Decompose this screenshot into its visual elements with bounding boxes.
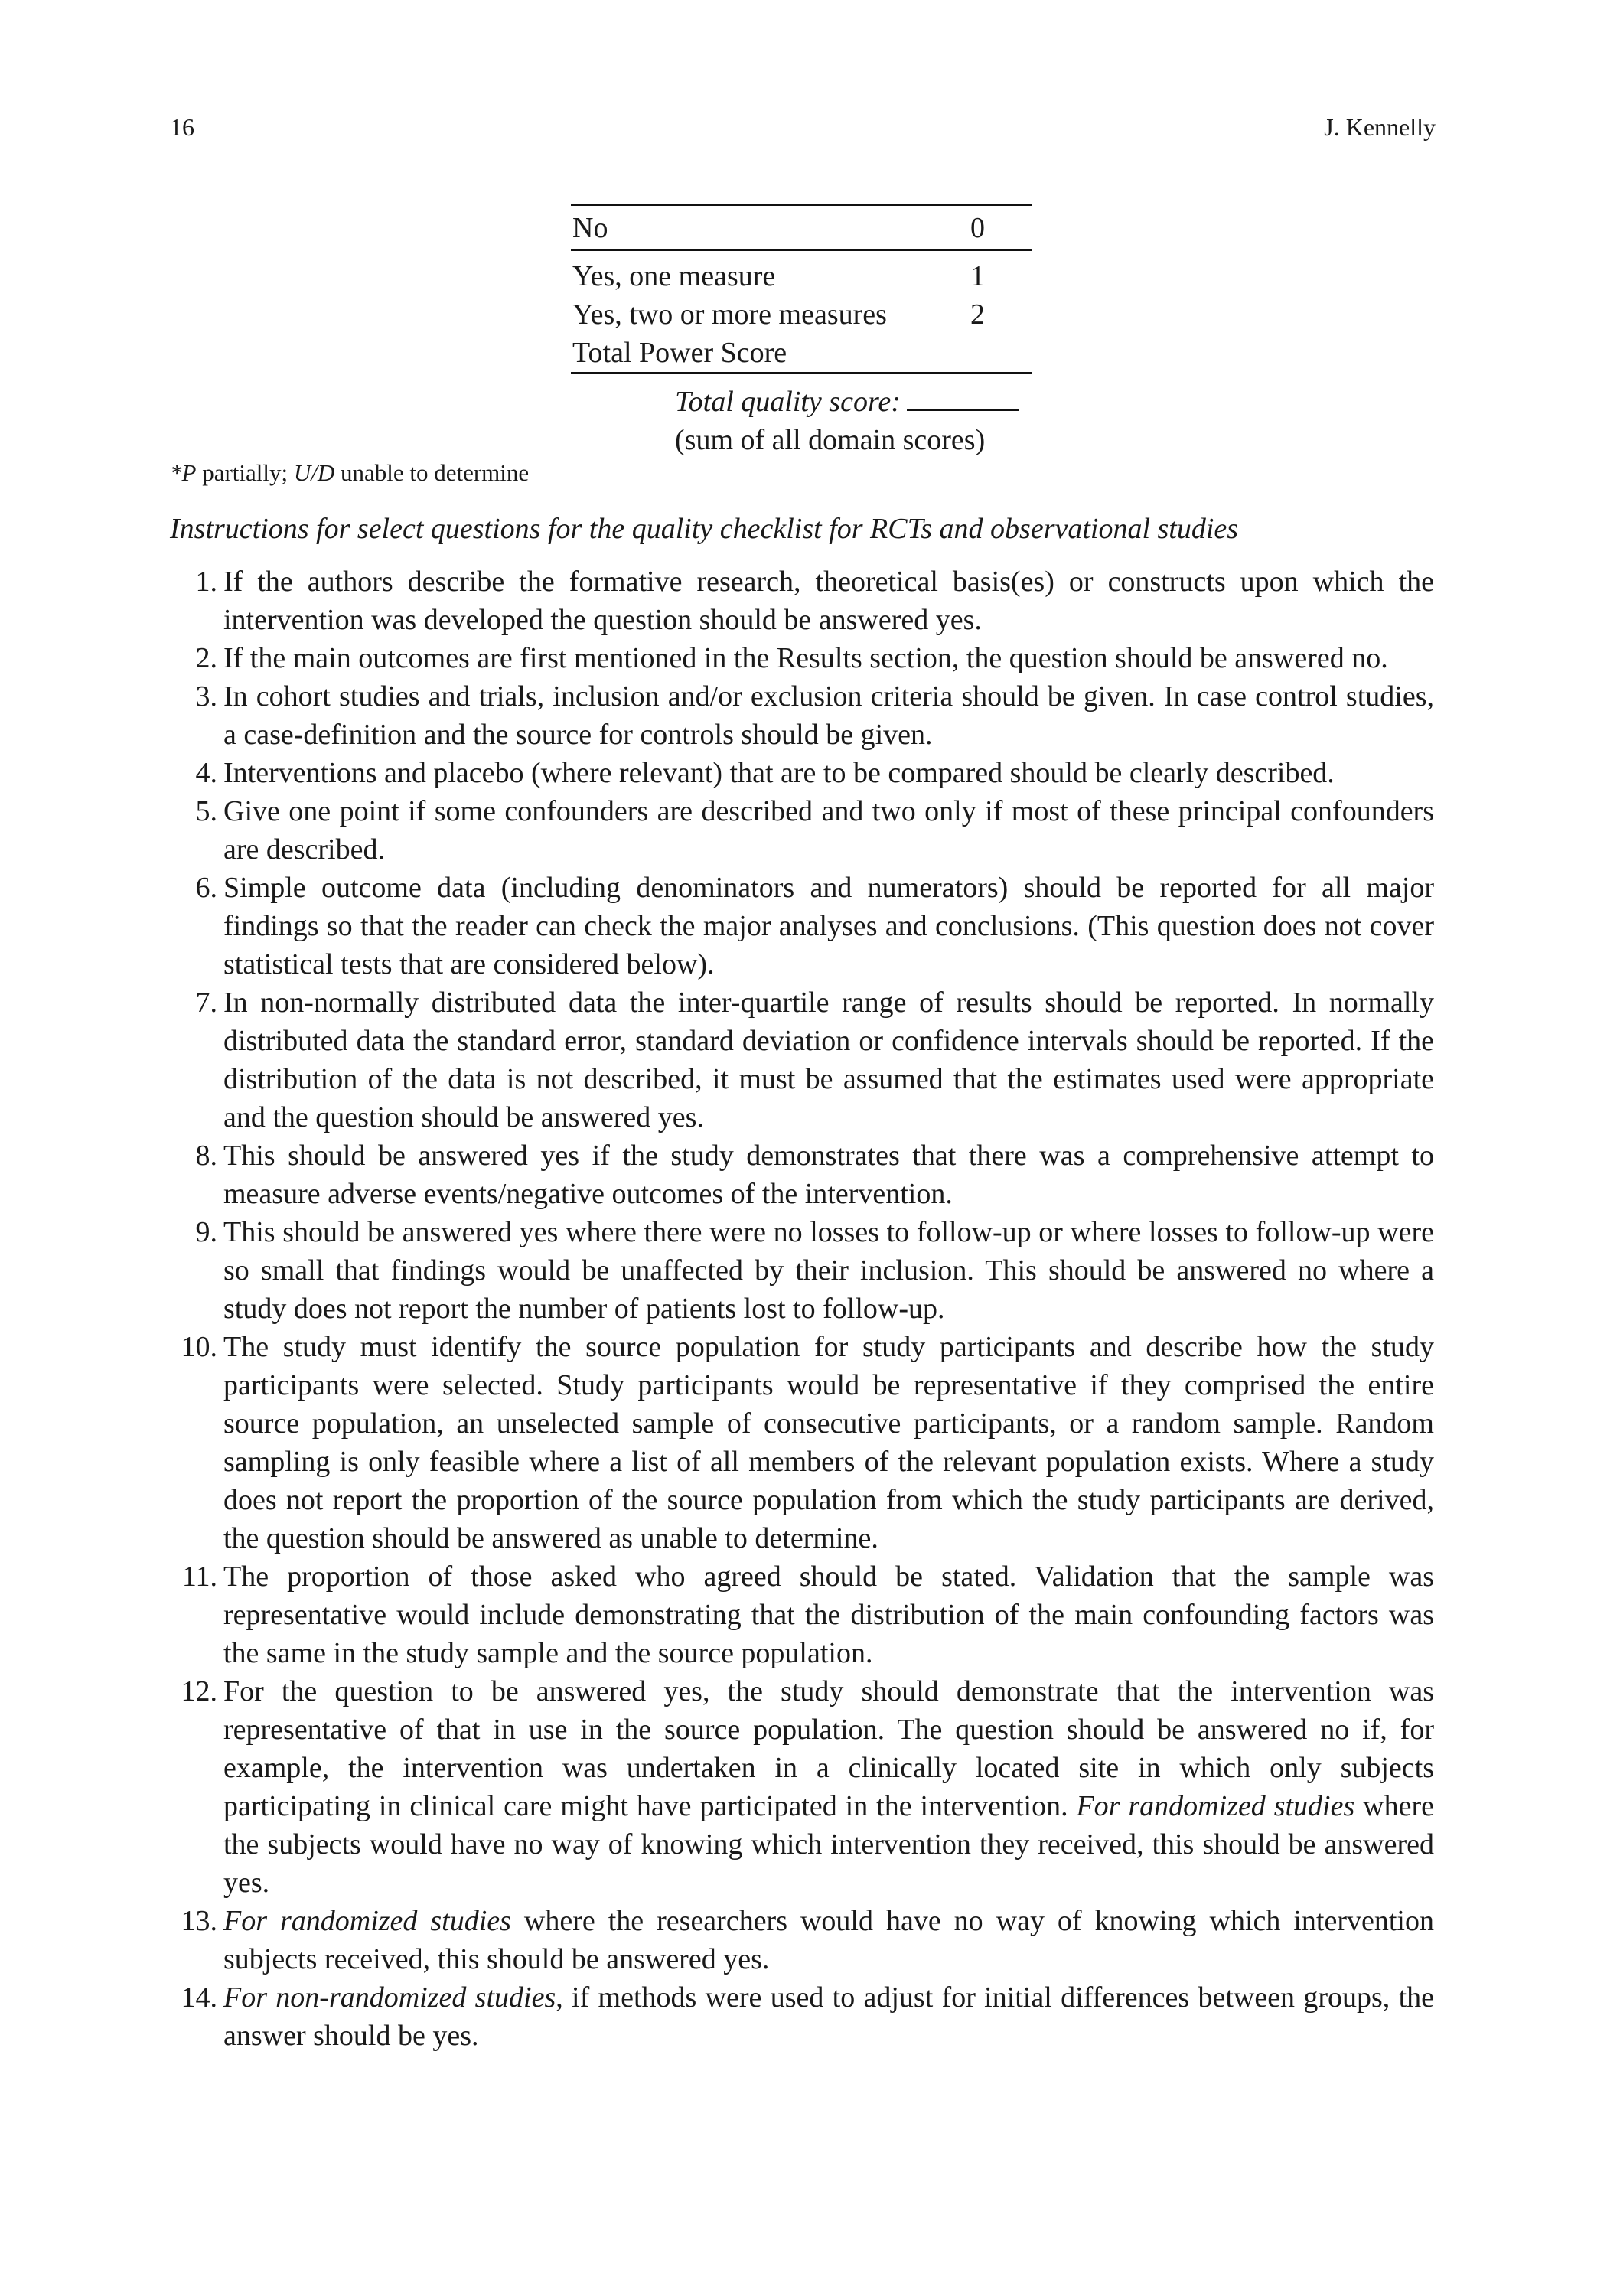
instruction-item — [170, 1213, 1434, 1328]
instruction-text: Give one point if some confounders are described and two only if most of these principal confounders are described. — [223, 795, 1434, 866]
instruction-text: Interventions and placebo (where relevant) that are to be compared should be clearly described. — [223, 757, 1335, 789]
total-quality-note: (sum of all domain scores) — [675, 424, 986, 456]
score-blank-line — [907, 386, 1019, 411]
instruction-number: 12. — [181, 1675, 217, 1707]
instruction-emphasis: For randomized studies — [223, 1905, 511, 1937]
table-cell-label: Total Power Score — [571, 334, 961, 373]
instruction-item — [170, 754, 1434, 792]
footnote-ud-text: unable to determine — [334, 459, 530, 486]
instruction-item — [170, 677, 1434, 754]
instruction-item — [170, 983, 1434, 1137]
running-head — [170, 112, 1436, 142]
instruction-text: If the main outcomes are first mentioned in the Results section, the question should be answered no. — [223, 642, 1388, 674]
total-quality-label: Total quality score: — [675, 386, 901, 418]
instruction-item — [170, 869, 1434, 983]
instruction-number: 5. — [195, 795, 217, 827]
power-score-table — [571, 204, 1032, 374]
table-cell-label: No — [571, 205, 961, 250]
instruction-number: 9. — [195, 1216, 217, 1248]
table-row — [571, 295, 1032, 334]
instruction-item — [170, 1672, 1434, 1902]
instruction-text: Simple outcome data (including denominators and numerators) should be reported for all major findings so that the reader can check the major analyses and conclusions. (This question does not cover statistical tests that are considered below). — [223, 872, 1434, 980]
instruction-item — [170, 1902, 1434, 1978]
instruction-number: 4. — [195, 757, 217, 789]
instruction-text: , if methods were used to adjust for initial differences between groups, the answer should be yes. — [223, 1981, 1434, 2052]
instruction-text: In non-normally distributed data the inter-quartile range of results should be reported. In normally distributed data the standard error, standard deviation or confidence intervals should be reported. If the distribution of the data is not described, it must be assumed that the estimates used were appropriate and the question should be answered yes. — [223, 987, 1434, 1133]
table-header-row — [571, 205, 1032, 250]
instruction-number: 11. — [181, 1561, 217, 1593]
table-cell-label: Yes, two or more measures — [572, 298, 887, 331]
instruction-text: where the subjects would have no way of knowing which intervention they received, this should be answered yes. — [223, 1790, 1434, 1899]
footnote-ud-abbr: U/D — [293, 459, 335, 486]
instruction-item — [170, 1557, 1434, 1672]
footnote-p-abbr: *P — [170, 459, 197, 486]
table-cell-score — [961, 334, 1032, 373]
table-cell-label: Yes, one measure — [572, 260, 776, 292]
table-cell-score: 2 — [970, 298, 985, 331]
instruction-number: 13. — [181, 1905, 217, 1937]
instruction-number: 1. — [195, 566, 217, 598]
instruction-text: In cohort studies and trials, inclusion and/or exclusion criteria should be given. In case control studies, a case-definition and the source for controls should be given. — [223, 680, 1434, 751]
instruction-number: 6. — [195, 872, 217, 904]
table-row — [571, 334, 1032, 373]
instruction-emphasis: For non-randomized studies — [223, 1981, 556, 2014]
instruction-number: 2. — [195, 642, 217, 674]
instruction-number: 10. — [181, 1331, 217, 1363]
instruction-text: If the authors describe the formative research, theoretical basis(es) or constructs upon which the intervention was developed the question should be answered yes. — [223, 566, 1434, 636]
instruction-text: For the question to be answered yes, the study should demonstrate that the intervention was representative of that in use in the source population. The question should be answered no if, for example, the intervention was undertaken in a clinically located site in which only subjects participating in clinical care might have participated in the intervention. — [223, 1675, 1434, 1822]
instruction-item — [170, 792, 1434, 869]
instructions-title: Instructions for select questions for the quality checklist for RCTs and observational studies — [170, 513, 1239, 545]
instruction-emphasis: For randomized studies — [1076, 1790, 1355, 1822]
instruction-item — [170, 563, 1434, 639]
instruction-text: where the researchers would have no way of knowing which intervention subjects received, this should be answered yes. — [223, 1905, 1434, 1975]
instruction-number: 7. — [195, 987, 217, 1019]
instruction-item — [170, 639, 1434, 677]
instructions-list — [170, 563, 1434, 2055]
instruction-text: The study must identify the source population for study participants and describe how the study participants were selected. Study participants would be representative if they comprised the entire source population, an unselected sample of consecutive participants, or a random sample. Random sampling is only feasible where a list of all members of the relevant population exists. Where a study does not report the proportion of the source population from which the study participants are derived, the question should be answered as unable to determine. — [223, 1331, 1434, 1554]
table-cell-score: 0 — [961, 205, 1032, 250]
instruction-number: 3. — [195, 680, 217, 713]
instruction-item — [170, 1137, 1434, 1213]
table-footnote — [170, 458, 529, 488]
footnote-p-text: partially; — [196, 459, 294, 486]
instruction-number: 14. — [181, 1981, 217, 2014]
total-quality-score — [675, 383, 1019, 459]
instruction-text: This should be answered yes where there were no losses to follow-up or where losses to follow-up were so small that findings would be unaffected by their inclusion. This should be answered no where a study does not report the number of patients lost to follow-up. — [223, 1216, 1434, 1325]
table-cell-score: 1 — [970, 260, 985, 292]
instruction-number: 8. — [195, 1140, 217, 1172]
page-number: 16 — [170, 113, 194, 141]
table-row — [571, 250, 1032, 296]
instruction-text: This should be answered yes if the study demonstrates that there was a comprehensive attempt to measure adverse events/negative outcomes of the intervention. — [223, 1140, 1434, 1210]
instruction-item — [170, 1328, 1434, 1557]
running-author: J. Kennelly — [1324, 113, 1436, 141]
instruction-item — [170, 1978, 1434, 2055]
instruction-text: The proportion of those asked who agreed should be stated. Validation that the sample was representative would include demonstrating that the distribution of the main confounding factors was the same in the study sample and the source population. — [223, 1561, 1434, 1669]
